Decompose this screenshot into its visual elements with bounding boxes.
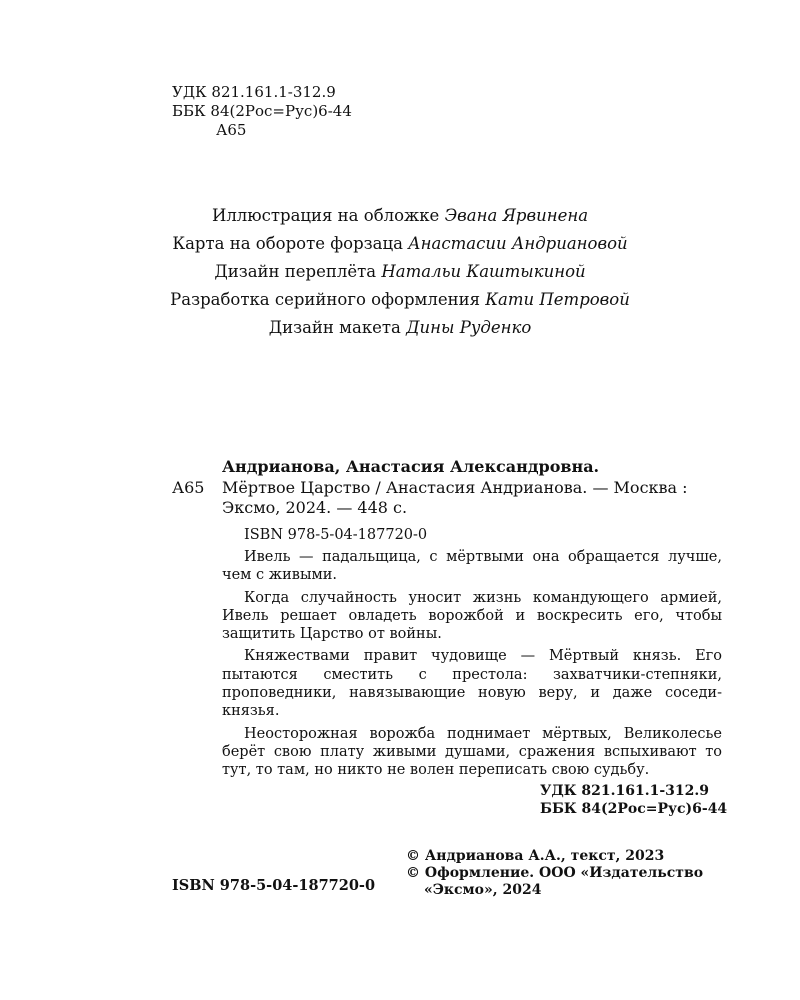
credit-line (0, 202, 800, 230)
annotation-paragraph: Неосторожная ворожба поднимает мёртвых, Великолесье берёт свою плату живыми душами, сражения вспыхивают то тут, то там, но никто не волен переписать свою судьбу. (222, 725, 722, 779)
udk-code: УДК 821.161.1-312.9 (172, 83, 336, 101)
author-mark: А65 (216, 121, 247, 139)
copyright-publisher: «Эксмо», 2024 (424, 882, 542, 898)
author-mark-code: А65 (172, 478, 205, 497)
annotation-paragraph: Княжествами правит чудовище — Мёртвый князь. Его пытаются сместить с престола: захватчики-степняки, проповедники, навязывающие новую веру, и даже соседи-князья. (222, 648, 722, 720)
credit-name: Кати Петровой (485, 290, 630, 309)
credit-name: Эвана Ярвинена (444, 206, 589, 225)
credit-role: Разработка серийного оформления (170, 290, 481, 309)
credit-line (0, 230, 800, 258)
annotation-paragraph: Когда случайность уносит жизнь командующего армией, Ивель решает овладеть ворожбой и воскресить его, чтобы защитить Царство от войны. (222, 589, 722, 643)
classification-top (172, 83, 352, 140)
credit-name: Натальи Каштыкиной (381, 262, 586, 281)
credit-line (0, 258, 800, 286)
credit-role: Дизайн переплёта (214, 262, 377, 281)
isbn-bottom: ISBN 978-5-04-187720-0 (172, 877, 376, 894)
credit-line (0, 314, 800, 342)
udk-code-bottom: УДК 821.161.1-312.9 (540, 783, 710, 799)
credit-role: Карта на обороте форзаца (172, 234, 403, 253)
credit-line (0, 286, 800, 314)
credit-role: Дизайн макета (268, 318, 401, 337)
credit-name: Анастасии Андриановой (408, 234, 628, 253)
copyright-text: © Андрианова А.А., текст, 2023 (406, 848, 665, 864)
credit-role: Иллюстрация на обложке (211, 206, 440, 225)
isbn-line: ISBN 978-5-04-187720-0 (244, 527, 428, 543)
credits-block (0, 202, 800, 342)
author-heading: Андрианова, Анастасия Александровна. (222, 457, 600, 476)
copyright-block (406, 848, 703, 899)
classification-bottom (540, 782, 727, 818)
copyright-design: © Оформление. ООО «Издательство (406, 865, 704, 881)
bbk-code-bottom: ББК 84(2Рос=Рус)6-44 (540, 801, 728, 817)
title-description: Мёртвое Царство / Анастасия Андрианова. — Москва : Эксмо, 2024. — 448 с. (222, 478, 688, 517)
bbk-code: ББК 84(2Рос=Рус)6-44 (172, 102, 352, 120)
annotation-paragraph: Ивель — падальщица, с мёртвыми она обращается лучше, чем с живыми. (222, 549, 722, 584)
credit-name: Дины Руденко (406, 318, 532, 337)
annotation (222, 548, 722, 784)
